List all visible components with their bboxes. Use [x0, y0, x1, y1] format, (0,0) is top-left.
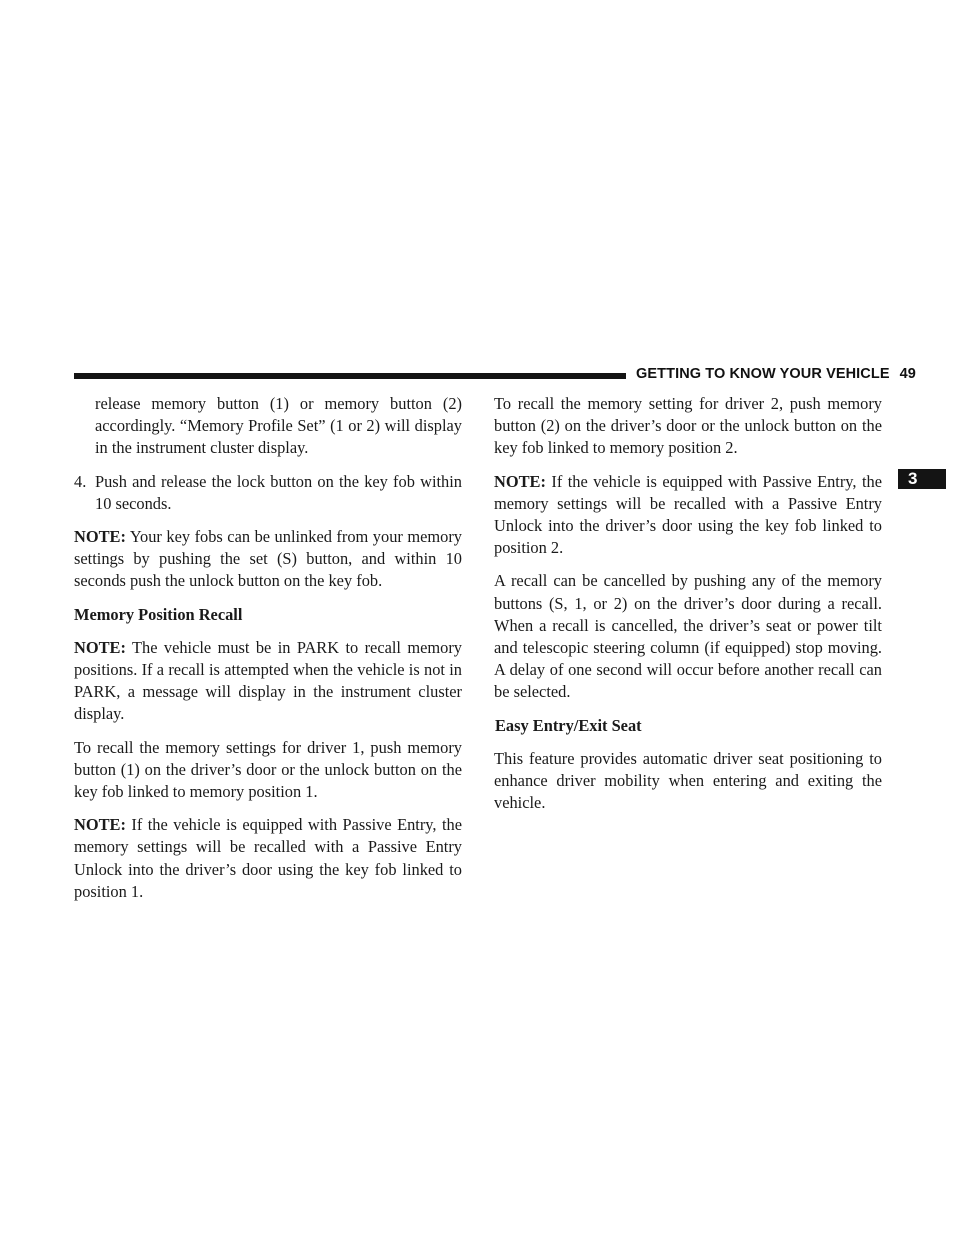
note-text: Your key fobs can be unlinked from your memory settings by pushing the set (S) button, and within 10 seconds push the unlock button on the key fob. — [74, 527, 462, 591]
note-park — [74, 637, 462, 726]
page-header — [636, 366, 916, 382]
chapter-tab[interactable]: 3 — [898, 469, 946, 489]
heading-easy-entry-exit-seat: Easy Entry/Exit Seat — [495, 715, 642, 735]
section-title: GETTING TO KNOW YOUR VEHICLE — [636, 366, 890, 382]
note-label: NOTE: — [74, 637, 126, 657]
para-recall-cancel: A recall can be cancelled by pushing any of the memory buttons (S, 1, or 2) on the driver’s door during a recall. When a recall is cancelled, the driver’s seat or power tilt and telescopic steering column (if equipped) stop moving. A delay of one second will occur before another recall can be selected. — [494, 571, 882, 702]
para-easy-entry: This feature provides automatic driver seat positioning to enhance driver mobility when entering and exiting the vehicle. — [494, 748, 882, 813]
note-unlink — [74, 526, 462, 593]
step-number: 4. — [74, 471, 87, 491]
note-passive-entry-1 — [74, 814, 462, 903]
left-column — [74, 393, 462, 914]
note-label: NOTE: — [494, 471, 546, 491]
note-text: The vehicle must be in PARK to recall memory positions. If a recall is attempted when the vehicle is not in PARK, a message will display in the instrument cluster display. — [74, 637, 462, 724]
step-text: Push and release the lock button on the key fob within 10 seconds. — [95, 471, 462, 513]
note-label: NOTE: — [74, 527, 126, 547]
step-4 — [74, 471, 462, 515]
right-column — [494, 393, 882, 825]
note-passive-entry-2 — [494, 471, 882, 560]
continued-step-text: release memory button (1) or memory button (2) accordingly. “Memory Profile Set” (1 or 2) will display in the instrument cluster display. — [95, 394, 462, 458]
note-text: If the vehicle is equipped with Passive Entry, the memory settings will be recalled with a Passive Entry Unlock into the driver’s door using the key fob linked to position 2. — [494, 471, 882, 558]
header-rule — [74, 373, 626, 379]
note-label: NOTE: — [74, 815, 126, 835]
para-recall-driver-2: To recall the memory setting for driver 2, push memory button (2) on the driver’s door or the unlock button on the key fob linked to memory position 2. — [494, 394, 882, 458]
heading-memory-position-recall: Memory Position Recall — [74, 604, 243, 624]
page-number: 49 — [899, 366, 916, 382]
para-recall-driver-1: To recall the memory settings for driver 1, push memory button (1) on the driver’s door or the unlock button on the key fob linked to memory position 1. — [74, 737, 462, 802]
note-text: If the vehicle is equipped with Passive Entry, the memory settings will be recalled with a Passive Entry Unlock into the driver’s door using the key fob linked to position 1. — [74, 815, 462, 901]
